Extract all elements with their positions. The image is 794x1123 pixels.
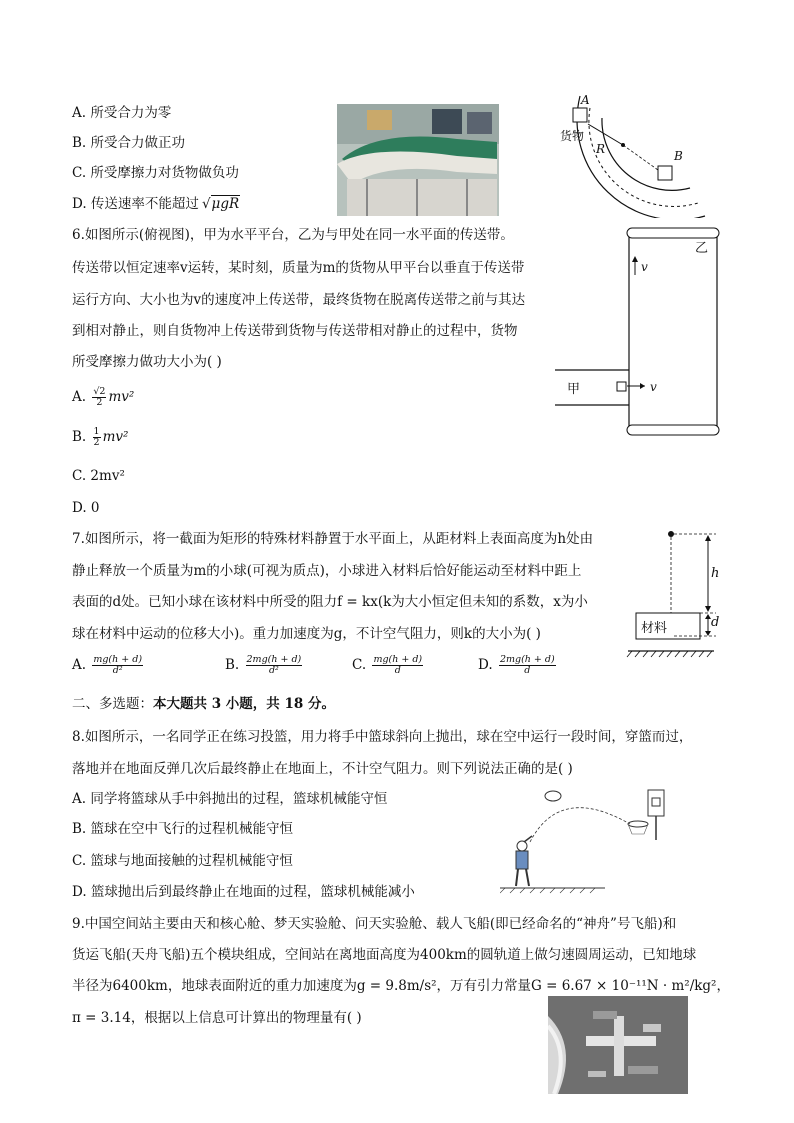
label-v-up: v <box>641 260 648 274</box>
q9-line-4: π = 3.14，根据以上信息可计算出的物理量有( ) <box>72 1010 362 1026</box>
q8-option-b: B. 篮球在空中飞行的过程机械能守恒 <box>72 821 294 837</box>
q6-option-d: D. 0 <box>72 500 100 516</box>
q9-line-3: 半径为6400km，地球表面附近的重力加速度为g = 9.8m/s²，万有引力常量G = 6.67 × 10⁻¹¹N · m²/kg²， <box>72 978 730 994</box>
q7-option-c-label: C. <box>352 657 367 673</box>
frac-den: 2 <box>93 437 100 448</box>
q6-option-a-fraction <box>92 387 106 408</box>
q6-line-4: 到相对静止，则自货物冲上传送带到货物与传送带相对静止的过程中，货物 <box>72 323 518 339</box>
section-2-title: 二、多选题： <box>72 696 153 712</box>
q6-option-a-tail: mv² <box>108 389 135 405</box>
label-jia: 甲 <box>567 382 581 397</box>
basketball-shot-illustration <box>500 782 675 902</box>
q5-option-b: B. 所受合力做正功 <box>72 135 186 151</box>
q5-option-d <box>72 195 240 213</box>
q8-line-1: 8.如图所示，一名同学正在练习投篮，用力将手中篮球斜向上抛出，球在空中运行一段时间，穿篮而过， <box>72 729 693 745</box>
q7-option-a-label: A. <box>72 657 87 673</box>
q6-option-c: C. 2mv² <box>72 468 125 484</box>
section-2-desc: 本大题共 3 小题，共 18 分。 <box>153 696 335 712</box>
label-yi: 乙 <box>695 241 709 256</box>
q5-option-c: C. 所受摩擦力对货物做负功 <box>72 165 239 181</box>
q5-curved-belt-diagram <box>540 88 715 218</box>
q6-line-3: 运行方向、大小也为v的速度冲上传送带，最终货物在脱离传送带之前与其达 <box>72 292 526 308</box>
q7-option-a <box>72 655 145 676</box>
sqrt-radicand: μgR <box>211 196 240 212</box>
frac-num: 1 <box>93 426 100 437</box>
q9-line-1: 9.中国空间站主要由天和核心舱、梦天实验舱、问天实验舱、载人飞船(即已经命名的“神舟”号飞船)和 <box>72 916 677 932</box>
q7-option-b-label: B. <box>225 657 240 673</box>
label-b: B <box>674 149 683 163</box>
q7-option-d-fraction <box>499 655 556 676</box>
q7-material-diagram <box>624 525 724 660</box>
q7-option-d-label: D. <box>478 657 493 673</box>
q6-line-2: 传送带以恒定速率v运转，某时刻，质量为m的货物从甲平台以垂直于传送带 <box>72 260 525 276</box>
label-r: R <box>596 142 606 156</box>
frac-den: d² <box>268 665 279 676</box>
q6-option-b-tail: mv² <box>102 429 129 445</box>
q7-option-b-fraction <box>246 655 303 676</box>
q6-option-b-label: B. <box>72 429 87 445</box>
q9-line-2: 货运飞船(天舟飞船)五个模块组成，空间站在离地面高度为400km的圆轨道上做匀速圆周运动，已知地球 <box>72 947 697 963</box>
q7-line-4: 球在材料中运动的位移大小)。重力加速度为g，不计空气阻力，则k的大小为( ) <box>72 626 541 642</box>
label-cargo: 货物 <box>560 129 585 143</box>
frac-den: 2 <box>96 397 103 408</box>
q8-option-d: D. 篮球抛出后到最终静止在地面的过程，篮球机械能减小 <box>72 884 415 900</box>
q6-option-a <box>72 387 134 408</box>
q8-option-a: A. 同学将篮球从手中斜抛出的过程，篮球机械能守恒 <box>72 791 388 807</box>
sqrt-symbol: √ <box>201 196 211 212</box>
q7-option-a-fraction <box>92 655 143 676</box>
label-d: d <box>711 615 720 630</box>
q6-line-1: 6.如图所示(俯视图)，甲为水平平台，乙为与甲处在同一水平面的传送带。 <box>72 227 514 243</box>
q7-option-c <box>352 655 425 676</box>
q8-option-c: C. 篮球与地面接触的过程机械能守恒 <box>72 853 293 869</box>
frac-num: mg(h + d) <box>373 654 423 665</box>
section-2-heading <box>72 695 335 713</box>
q7-line-1: 7.如图所示，将一截面为矩形的特殊材料静置于水平面上，从距材料上表面高度为h处由 <box>72 531 594 547</box>
frac-den: d² <box>112 665 123 676</box>
frac-num: mg(h + d) <box>93 654 143 665</box>
q5-option-a: A. 所受合力为零 <box>72 105 172 121</box>
frac-num: √2 <box>93 386 106 397</box>
q6-option-b-fraction <box>93 427 101 448</box>
q8-line-2: 落地并在地面反弹几次后最终静止在地面上，不计空气阻力。则下列说法正确的是( ) <box>72 761 573 777</box>
q7-line-3: 表面的d处。已知小球在该材料中所受的阻力f = kx(k为大小恒定但未知的系数，x为小 <box>72 594 588 610</box>
frac-den: d <box>394 665 401 676</box>
q6-option-b <box>72 427 128 448</box>
q5-option-d-text: D. 传送速率不能超过 <box>72 196 199 212</box>
q7-option-c-fraction <box>372 655 423 676</box>
label-h: h <box>711 566 720 581</box>
label-v-right: v <box>650 380 657 394</box>
q6-line-5: 所受摩擦力做功大小为( ) <box>72 354 222 370</box>
frac-num: 2mg(h + d) <box>246 654 302 665</box>
q7-option-d <box>478 655 558 676</box>
q6-option-a-label: A. <box>72 389 87 405</box>
frac-num: 2mg(h + d) <box>499 654 555 665</box>
curved-conveyor-photo <box>337 104 499 216</box>
label-material: 材料 <box>641 621 668 636</box>
label-a: A <box>581 93 590 107</box>
q7-line-2: 静止释放一个质量为m的小球(可视为质点)，小球进入材料后恰好能运动至材料中距上 <box>72 563 582 579</box>
frac-den: d <box>524 665 531 676</box>
space-station-photo <box>548 996 688 1094</box>
q7-option-b <box>225 655 304 676</box>
